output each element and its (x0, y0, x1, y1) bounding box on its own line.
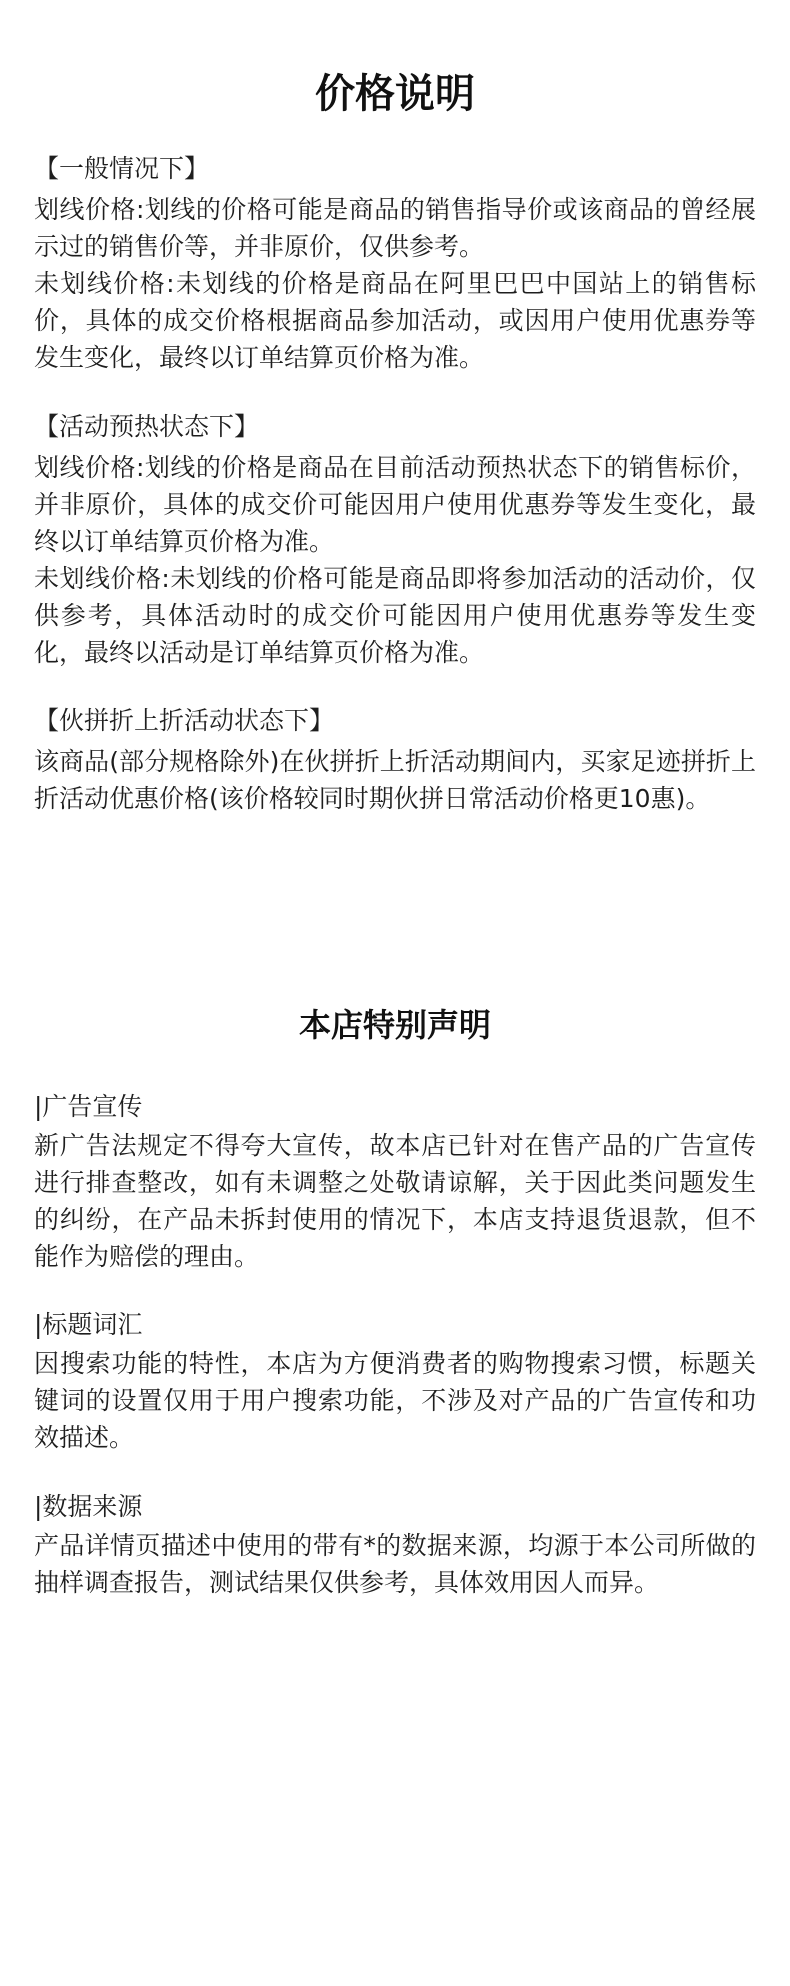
general-strikethrough-text: 划线价格:划线的价格可能是商品的销售指导价或该商品的曾经展示过的销售价等，并非原价，仅供参考。 (34, 195, 756, 261)
preheat-case-heading: 【活动预热状态下】 (34, 412, 260, 441)
store-section-title: 本店特别声明 (298, 1006, 491, 1044)
group-discount-heading: 【伙拼折上折活动状态下】 (34, 706, 335, 735)
data-source-heading: |数据来源 (34, 1492, 143, 1521)
general-unstruck-text: 未划线价格:未划线的价格是商品在阿里巴巴中国站上的销售标价，具体的成交价格根据商品参加活动，或因用户使用优惠券等发生变化，最终以订单结算页价格为准。 (34, 269, 756, 372)
ads-block (34, 1088, 756, 1275)
preheat-case-block (34, 408, 756, 671)
general-case-block (34, 150, 756, 376)
data-source-text: 产品详情页描述中使用的带有*的数据来源，均源于本公司所做的抽样调查报告，测试结果仅供参考，具体效用因人而异。 (34, 1531, 756, 1597)
preheat-strikethrough-text: 划线价格:划线的价格是商品在目前活动预热状态下的销售标价，并非原价，具体的成交价可能因用户使用优惠券等发生变化，最终以订单结算页价格为准。 (34, 453, 756, 556)
title-keywords-text: 因搜索功能的特性，本店为方便消费者的购物搜索习惯，标题关键词的设置仅用于用户搜索功能，不涉及对产品的广告宣传和功效描述。 (34, 1349, 756, 1452)
group-discount-block (34, 702, 756, 817)
group-discount-text: 该商品(部分规格除外)在伙拼折上折活动期间内，买家足迹拼折上折活动优惠价格(该价格较同时期伙拼日常活动价格更10惠)。 (34, 747, 756, 813)
preheat-unstruck-text: 未划线价格:未划线的价格可能是商品即将参加活动的活动价，仅供参考，具体活动时的成交价可能因用户使用优惠券等发生变化，最终以活动是订单结算页价格为准。 (34, 564, 756, 667)
title-keywords-heading: |标题词汇 (34, 1310, 143, 1339)
data-source-block (34, 1488, 756, 1601)
ads-text: 新广告法规定不得夸大宣传，故本店已针对在售产品的广告宣传进行排查整改，如有未调整之处敬请谅解，关于因此类问题发生的纠纷，在产品未拆封使用的情况下，本店支持退货退款，但不能作为赔偿的理由。 (34, 1131, 756, 1271)
ads-heading: |广告宣传 (34, 1092, 143, 1121)
price-section-title: 价格说明 (315, 71, 475, 117)
general-case-heading: 【一般情况下】 (34, 154, 210, 183)
title-keywords-block (34, 1306, 756, 1456)
